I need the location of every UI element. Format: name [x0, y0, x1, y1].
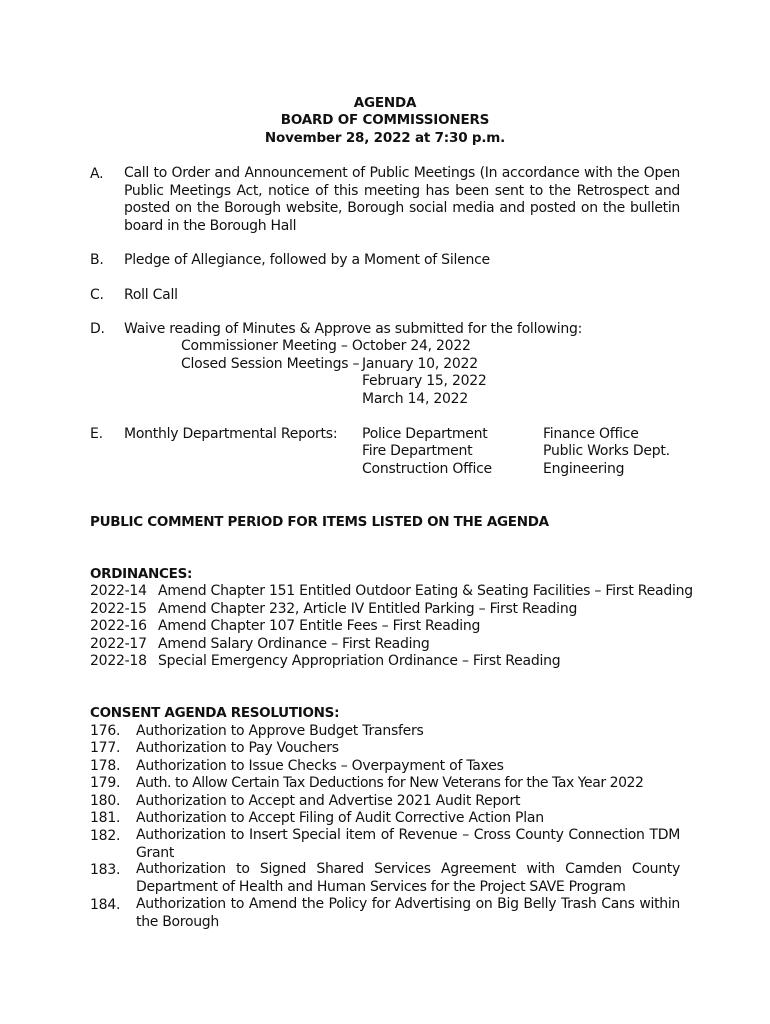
- ordinance-number: 2022-16: [90, 618, 147, 634]
- resolution-number: 182.: [90, 828, 121, 844]
- resolution-text: Authorization to Approve Budget Transfers: [136, 723, 424, 739]
- item-a-letter: A.: [90, 166, 104, 182]
- ordinance-text: Amend Chapter 107 Entitle Fees – First Reading: [158, 618, 481, 634]
- ordinance-number: 2022-17: [90, 636, 147, 652]
- agenda-title: AGENDA: [353, 95, 417, 111]
- resolution-text: Authorization to Pay Vouchers: [136, 740, 339, 756]
- commissioner-meeting: Commissioner Meeting – October 24, 2022: [181, 338, 471, 354]
- board-title: BOARD OF COMMISSIONERS: [280, 112, 490, 128]
- resolution-number: 183.: [90, 862, 121, 878]
- report-construction: Construction Office: [362, 461, 492, 477]
- ordinance-number: 2022-14: [90, 583, 147, 599]
- item-d-letter: D.: [90, 321, 105, 337]
- resolution-number: 181.: [90, 810, 121, 826]
- report-engineering: Engineering: [543, 461, 625, 477]
- closed-date-3: March 14, 2022: [362, 391, 468, 407]
- resolution-number: 178.: [90, 758, 121, 774]
- report-finance: Finance Office: [543, 426, 639, 442]
- closed-session-label: Closed Session Meetings –: [181, 356, 360, 372]
- resolution-text: Authorization to Signed Shared Services Agreement with Camden County Department of Health and Human Services for the Project SAVE Program: [136, 861, 680, 895]
- resolution-text: Authorization to Accept and Advertise 2021 Audit Report: [136, 793, 521, 809]
- resolution-text: Authorization to Accept Filing of Audit Corrective Action Plan: [136, 810, 544, 826]
- ordinance-text: Amend Chapter 151 Entitled Outdoor Eating & Seating Facilities – First Reading: [158, 583, 693, 599]
- report-public-works: Public Works Dept.: [543, 443, 670, 459]
- resolution-text: Authorization to Insert Special item of Revenue – Cross County Connection TDM Grant: [136, 827, 680, 861]
- item-b-letter: B.: [90, 252, 104, 268]
- resolution-text: Authorization to Amend the Policy for Advertising on Big Belly Trash Cans within the Borough: [136, 896, 680, 930]
- ordinance-text: Special Emergency Appropriation Ordinance – First Reading: [158, 653, 561, 669]
- resolution-text: Authorization to Issue Checks – Overpayment of Taxes: [136, 758, 504, 774]
- resolution-number: 176.: [90, 723, 121, 739]
- closed-date-1: January 10, 2022: [362, 356, 478, 372]
- item-b-text: Pledge of Allegiance, followed by a Moment of Silence: [124, 252, 490, 268]
- ordinance-text: Amend Chapter 232, Article IV Entitled Parking – First Reading: [158, 601, 578, 617]
- ordinance-number: 2022-15: [90, 601, 147, 617]
- report-fire: Fire Department: [362, 443, 473, 459]
- resolution-text: Auth. to Allow Certain Tax Deductions for New Veterans for the Tax Year 2022: [136, 775, 644, 791]
- resolution-number: 179.: [90, 775, 121, 791]
- ordinance-text: Amend Salary Ordinance – First Reading: [158, 636, 430, 652]
- closed-date-2: February 15, 2022: [362, 373, 487, 389]
- ordinances-heading: ORDINANCES:: [90, 566, 193, 582]
- item-c-letter: C.: [90, 287, 104, 303]
- item-c-text: Roll Call: [124, 287, 178, 303]
- item-e-label: Monthly Departmental Reports:: [124, 426, 338, 442]
- consent-heading: CONSENT AGENDA RESOLUTIONS:: [90, 705, 340, 721]
- resolution-number: 180.: [90, 793, 121, 809]
- resolution-number: 184.: [90, 897, 121, 913]
- item-e-letter: E.: [90, 426, 103, 442]
- resolution-number: 177.: [90, 740, 121, 756]
- report-police: Police Department: [362, 426, 488, 442]
- ordinance-number: 2022-18: [90, 653, 147, 669]
- public-comment-heading: PUBLIC COMMENT PERIOD FOR ITEMS LISTED ON THE AGENDA: [90, 514, 549, 530]
- meeting-date: November 28, 2022 at 7:30 p.m.: [264, 130, 506, 146]
- item-d-text: Waive reading of Minutes & Approve as submitted for the following:: [124, 321, 583, 337]
- item-a-text: Call to Order and Announcement of Public Meetings (In accordance with the Open Public Meetings Act, notice of this meeting has been sent to the Retrospect and posted on the Borough website, Borough social media and posted on the bulletin board in the Borough Hall: [124, 165, 680, 234]
